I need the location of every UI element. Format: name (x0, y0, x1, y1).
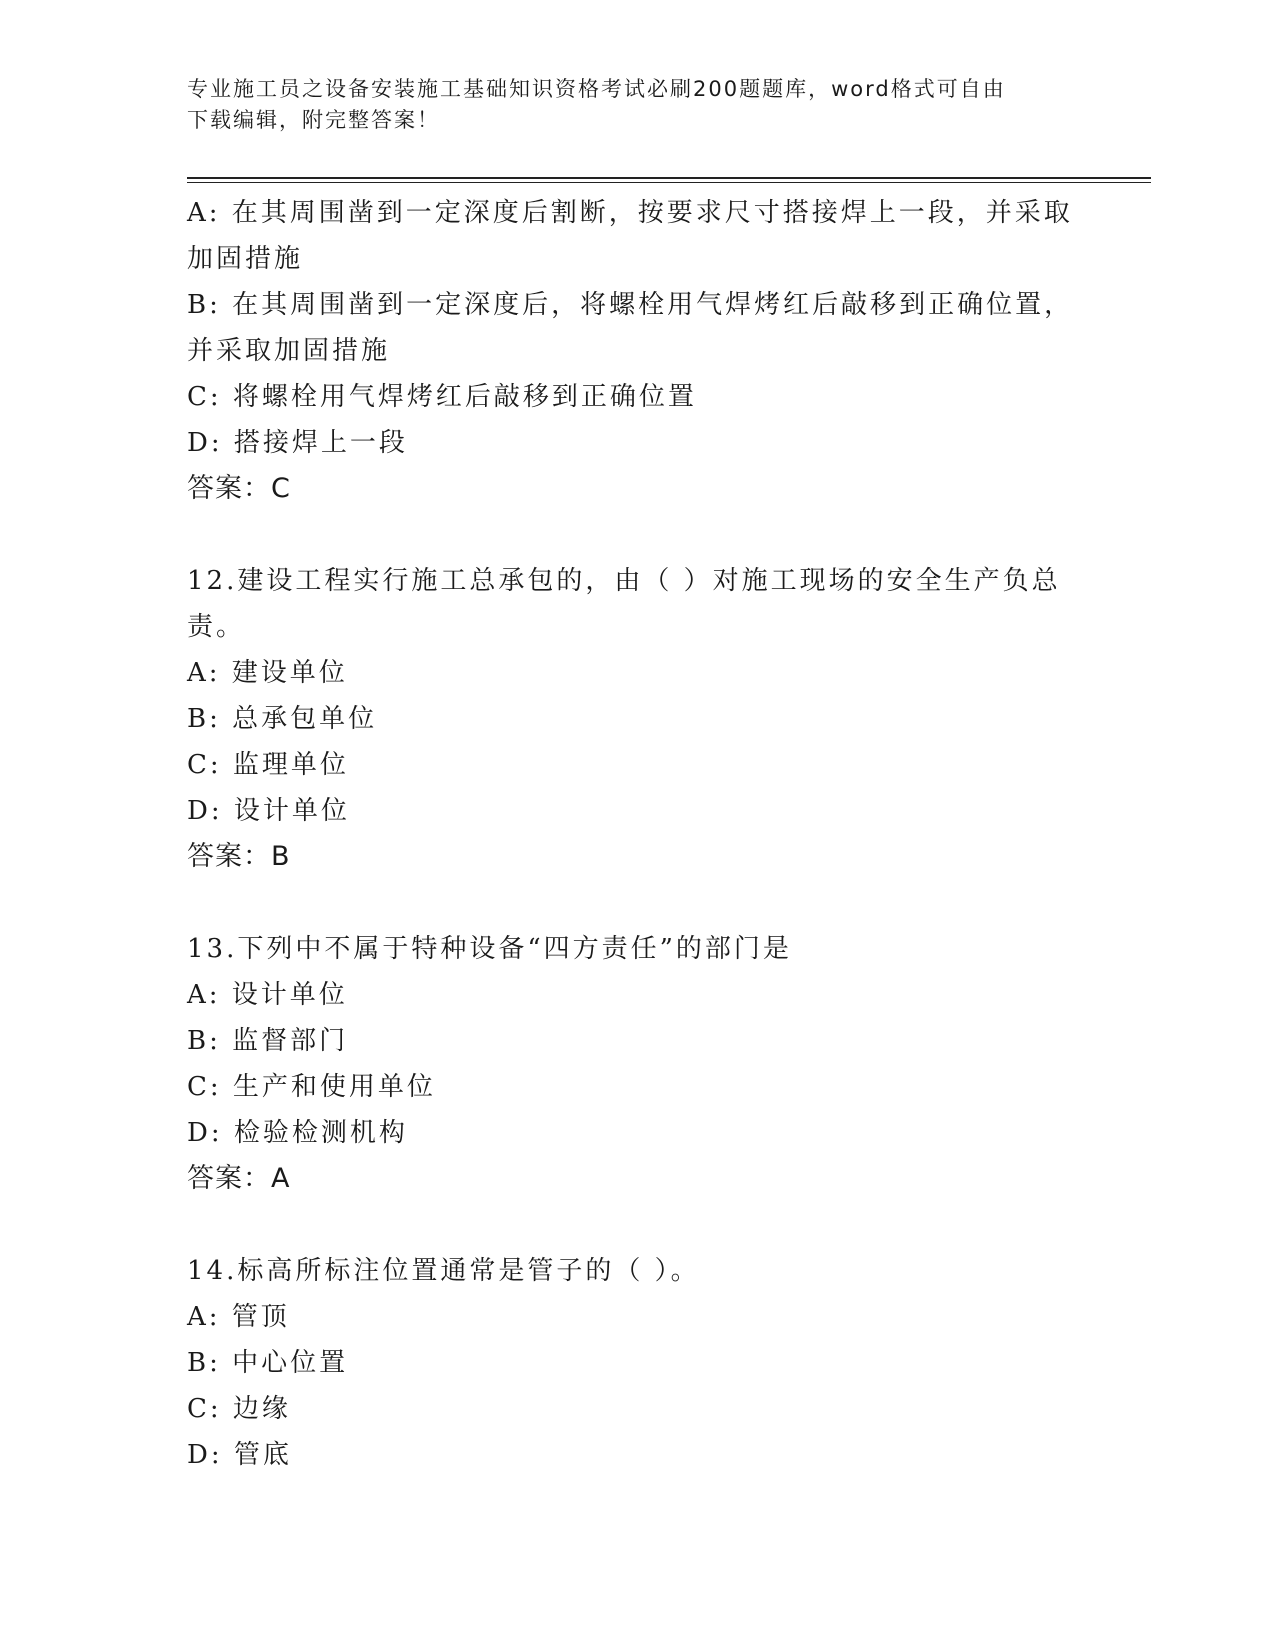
question-14-block (187, 1248, 1087, 1478)
header-divider-thick (187, 177, 1151, 179)
spacer (187, 512, 1087, 558)
q12-option-a: A: 建设单位 (187, 658, 348, 688)
q11-option-a-line-2: 加固措施 (187, 244, 304, 274)
q13-option-c: C: 生产和使用单位 (187, 1072, 436, 1102)
q13-option-d: D: 检验检测机构 (187, 1118, 408, 1148)
header-divider-thin (187, 182, 1151, 183)
q11-option-c: C: 将螺栓用气焊烤红后敲移到正确位置 (187, 382, 697, 412)
question-content (187, 190, 1087, 1478)
q12-option-c: C: 监理单位 (187, 750, 349, 780)
question-12-block (187, 558, 1087, 880)
header-line-1: 专业施工员之设备安装施工基础知识资格考试必刷200题题库，word格式可自由 (187, 77, 1006, 101)
question-13-block (187, 926, 1087, 1202)
q12-question-line-1: 12.建设工程实行施工总承包的，由（ ）对施工现场的安全生产负总 (187, 566, 1061, 596)
q11-option-a-line-1: A: 在其周围凿到一定深度后割断，按要求尺寸搭接焊上一段，并采取 (187, 198, 1073, 228)
header-line-2: 下载编辑，附完整答案！ (187, 108, 440, 132)
q12-option-b: B: 总承包单位 (187, 704, 378, 734)
q13-answer: 答案：A (187, 1163, 291, 1194)
q14-option-a: A: 管顶 (187, 1302, 290, 1332)
q11-option-b-line-2: 并采取加固措施 (187, 336, 391, 366)
q14-option-c: C: 边缘 (187, 1394, 291, 1424)
q14-option-b: B: 中心位置 (187, 1348, 349, 1378)
q13-option-b: B: 监督部门 (187, 1026, 349, 1056)
q12-answer: 答案：B (187, 841, 291, 872)
q12-option-d: D: 设计单位 (187, 796, 350, 826)
q12-question-line-2: 责。 (187, 612, 246, 642)
q11-option-d: D: 搭接焊上一段 (187, 428, 408, 458)
spacer (187, 880, 1087, 926)
question-11-block (187, 190, 1087, 512)
q14-option-d: D: 管底 (187, 1440, 292, 1470)
document-header (187, 74, 1087, 136)
spacer (187, 1202, 1087, 1248)
q13-option-a: A: 设计单位 (187, 980, 348, 1010)
q11-answer: 答案：C (187, 473, 291, 504)
q13-question: 13.下列中不属于特种设备“四方责任”的部门是 (187, 934, 792, 964)
q14-question: 14.标高所标注位置通常是管子的（ ）。 (187, 1256, 700, 1286)
q11-option-b-line-1: B: 在其周围凿到一定深度后，将螺栓用气焊烤红后敲移到正确位置， (187, 290, 1074, 320)
